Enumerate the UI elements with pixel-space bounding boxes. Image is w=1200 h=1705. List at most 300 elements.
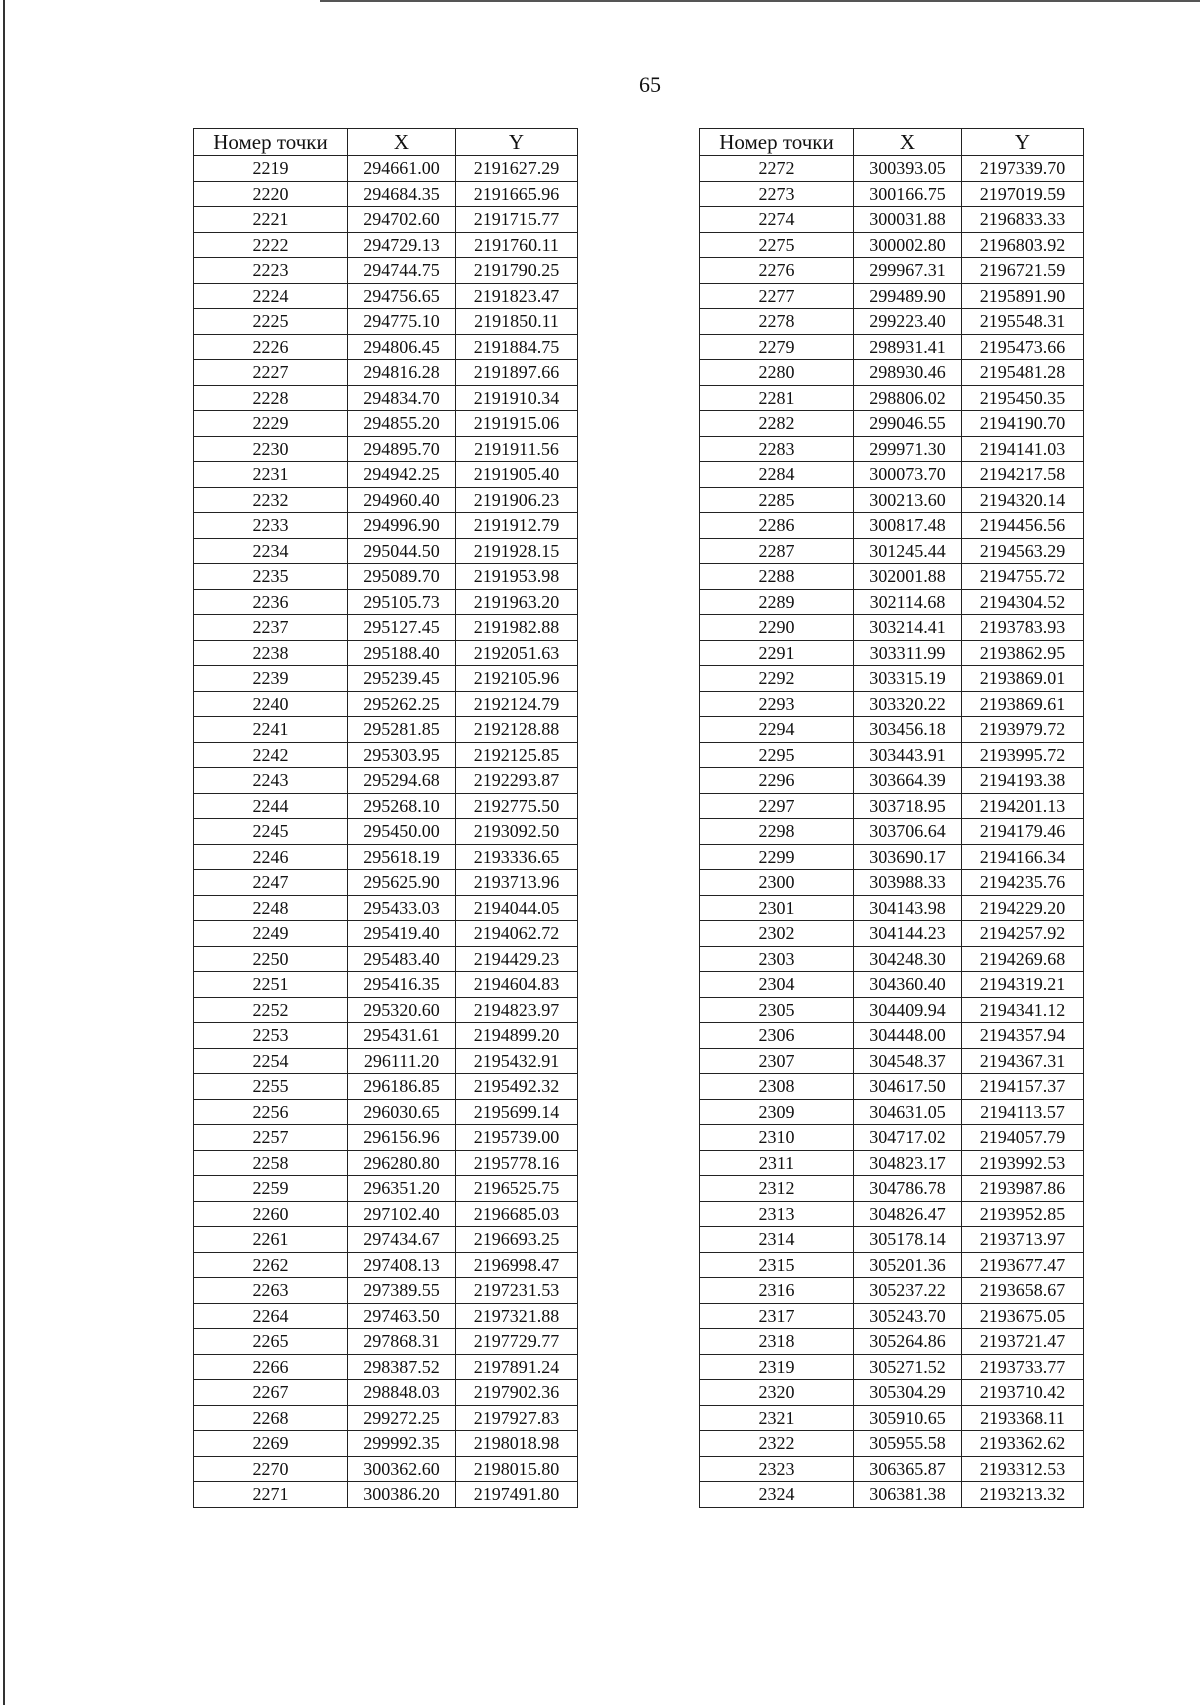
y-coordinate-cell: 2197321.88 — [456, 1303, 578, 1329]
y-coordinate-cell: 2196693.25 — [456, 1227, 578, 1253]
point-number-cell: 2324 — [700, 1482, 854, 1508]
point-number-cell: 2226 — [194, 334, 348, 360]
x-coordinate-cell: 300213.60 — [854, 487, 962, 513]
y-coordinate-cell: 2196721.59 — [962, 258, 1084, 284]
table-row — [700, 360, 1084, 386]
point-number-cell: 2303 — [700, 946, 854, 972]
y-coordinate-cell: 2192125.85 — [456, 742, 578, 768]
point-number-cell: 2233 — [194, 513, 348, 539]
y-coordinate-cell: 2194113.57 — [962, 1099, 1084, 1125]
point-number-cell: 2266 — [194, 1354, 348, 1380]
y-coordinate-cell: 2193713.96 — [456, 870, 578, 896]
point-number-cell: 2248 — [194, 895, 348, 921]
column-header-x: X — [348, 129, 456, 156]
point-number-cell: 2286 — [700, 513, 854, 539]
y-coordinate-cell: 2194755.72 — [962, 564, 1084, 590]
table-row — [700, 1303, 1084, 1329]
point-number-cell: 2300 — [700, 870, 854, 896]
x-coordinate-cell: 297463.50 — [348, 1303, 456, 1329]
x-coordinate-cell: 303690.17 — [854, 844, 962, 870]
point-number-cell: 2240 — [194, 691, 348, 717]
table-row — [194, 564, 578, 590]
y-coordinate-cell: 2194357.94 — [962, 1023, 1084, 1049]
y-coordinate-cell: 2194563.29 — [962, 538, 1084, 564]
x-coordinate-cell: 304548.37 — [854, 1048, 962, 1074]
coordinates-table-right — [699, 128, 1084, 1508]
x-coordinate-cell: 299272.25 — [348, 1405, 456, 1431]
y-coordinate-cell: 2194257.92 — [962, 921, 1084, 947]
point-number-cell: 2310 — [700, 1125, 854, 1151]
x-coordinate-cell: 299489.90 — [854, 283, 962, 309]
table-header-row — [700, 129, 1084, 156]
y-coordinate-cell: 2191715.77 — [456, 207, 578, 233]
table-row — [700, 691, 1084, 717]
x-coordinate-cell: 298848.03 — [348, 1380, 456, 1406]
table-row — [194, 1099, 578, 1125]
table-row — [700, 564, 1084, 590]
table-row — [194, 156, 578, 182]
x-coordinate-cell: 294744.75 — [348, 258, 456, 284]
y-coordinate-cell: 2191627.29 — [456, 156, 578, 182]
point-number-cell: 2249 — [194, 921, 348, 947]
x-coordinate-cell: 295483.40 — [348, 946, 456, 972]
x-coordinate-cell: 294942.25 — [348, 462, 456, 488]
table-row — [194, 1150, 578, 1176]
table-row — [194, 513, 578, 539]
y-coordinate-cell: 2194319.21 — [962, 972, 1084, 998]
x-coordinate-cell: 294996.90 — [348, 513, 456, 539]
column-header-x: X — [854, 129, 962, 156]
table-row — [700, 283, 1084, 309]
table-row — [700, 1354, 1084, 1380]
point-number-cell: 2282 — [700, 411, 854, 437]
table-row — [700, 232, 1084, 258]
table-row — [194, 972, 578, 998]
point-number-cell: 2307 — [700, 1048, 854, 1074]
x-coordinate-cell: 304717.02 — [854, 1125, 962, 1151]
x-coordinate-cell: 304786.78 — [854, 1176, 962, 1202]
point-number-cell: 2299 — [700, 844, 854, 870]
table-row — [700, 895, 1084, 921]
point-number-cell: 2291 — [700, 640, 854, 666]
y-coordinate-cell: 2193092.50 — [456, 819, 578, 845]
x-coordinate-cell: 295262.25 — [348, 691, 456, 717]
x-coordinate-cell: 303664.39 — [854, 768, 962, 794]
y-coordinate-cell: 2191912.79 — [456, 513, 578, 539]
x-coordinate-cell: 295239.45 — [348, 666, 456, 692]
y-coordinate-cell: 2195432.91 — [456, 1048, 578, 1074]
x-coordinate-cell: 304144.23 — [854, 921, 962, 947]
table-row — [700, 1074, 1084, 1100]
table-row — [194, 1252, 578, 1278]
point-number-cell: 2289 — [700, 589, 854, 615]
x-coordinate-cell: 295127.45 — [348, 615, 456, 641]
point-number-cell: 2251 — [194, 972, 348, 998]
table-row — [700, 1150, 1084, 1176]
x-coordinate-cell: 305304.29 — [854, 1380, 962, 1406]
point-number-cell: 2238 — [194, 640, 348, 666]
x-coordinate-cell: 295105.73 — [348, 589, 456, 615]
point-number-cell: 2235 — [194, 564, 348, 590]
point-number-cell: 2239 — [194, 666, 348, 692]
x-coordinate-cell: 295294.68 — [348, 768, 456, 794]
x-coordinate-cell: 300073.70 — [854, 462, 962, 488]
y-coordinate-cell: 2194341.12 — [962, 997, 1084, 1023]
point-number-cell: 2220 — [194, 181, 348, 207]
y-coordinate-cell: 2194604.83 — [456, 972, 578, 998]
x-coordinate-cell: 295089.70 — [348, 564, 456, 590]
table-row — [194, 768, 578, 794]
table-row — [194, 844, 578, 870]
column-header-y: Y — [456, 129, 578, 156]
y-coordinate-cell: 2193987.86 — [962, 1176, 1084, 1202]
x-coordinate-cell: 296280.80 — [348, 1150, 456, 1176]
y-coordinate-cell: 2196833.33 — [962, 207, 1084, 233]
point-number-cell: 2224 — [194, 283, 348, 309]
point-number-cell: 2237 — [194, 615, 348, 641]
point-number-cell: 2221 — [194, 207, 348, 233]
y-coordinate-cell: 2191905.40 — [456, 462, 578, 488]
point-number-cell: 2243 — [194, 768, 348, 794]
point-number-cell: 2304 — [700, 972, 854, 998]
y-coordinate-cell: 2191665.96 — [456, 181, 578, 207]
point-number-cell: 2241 — [194, 717, 348, 743]
x-coordinate-cell: 295268.10 — [348, 793, 456, 819]
x-coordinate-cell: 295625.90 — [348, 870, 456, 896]
point-number-cell: 2271 — [194, 1482, 348, 1508]
x-coordinate-cell: 304617.50 — [854, 1074, 962, 1100]
coordinates-table-left — [193, 128, 578, 1508]
point-number-cell: 2223 — [194, 258, 348, 284]
table-row — [700, 1252, 1084, 1278]
point-number-cell: 2232 — [194, 487, 348, 513]
point-number-cell: 2225 — [194, 309, 348, 335]
x-coordinate-cell: 296156.96 — [348, 1125, 456, 1151]
x-coordinate-cell: 303456.18 — [854, 717, 962, 743]
table-row — [194, 1048, 578, 1074]
point-number-cell: 2262 — [194, 1252, 348, 1278]
y-coordinate-cell: 2191906.23 — [456, 487, 578, 513]
point-number-cell: 2268 — [194, 1405, 348, 1431]
point-number-cell: 2276 — [700, 258, 854, 284]
x-coordinate-cell: 305264.86 — [854, 1329, 962, 1355]
point-number-cell: 2311 — [700, 1150, 854, 1176]
x-coordinate-cell: 300166.75 — [854, 181, 962, 207]
y-coordinate-cell: 2196803.92 — [962, 232, 1084, 258]
x-coordinate-cell: 306381.38 — [854, 1482, 962, 1508]
point-number-cell: 2227 — [194, 360, 348, 386]
table-row — [700, 1201, 1084, 1227]
y-coordinate-cell: 2194304.52 — [962, 589, 1084, 615]
y-coordinate-cell: 2196525.75 — [456, 1176, 578, 1202]
x-coordinate-cell: 305237.22 — [854, 1278, 962, 1304]
point-number-cell: 2267 — [194, 1380, 348, 1406]
point-number-cell: 2259 — [194, 1176, 348, 1202]
x-coordinate-cell: 305201.36 — [854, 1252, 962, 1278]
x-coordinate-cell: 295188.40 — [348, 640, 456, 666]
x-coordinate-cell: 298931.41 — [854, 334, 962, 360]
point-number-cell: 2312 — [700, 1176, 854, 1202]
table-row — [194, 691, 578, 717]
table-row — [194, 819, 578, 845]
table-row — [194, 1201, 578, 1227]
x-coordinate-cell: 304409.94 — [854, 997, 962, 1023]
y-coordinate-cell: 2194193.38 — [962, 768, 1084, 794]
table-row — [194, 1023, 578, 1049]
point-number-cell: 2321 — [700, 1405, 854, 1431]
x-coordinate-cell: 300002.80 — [854, 232, 962, 258]
point-number-cell: 2231 — [194, 462, 348, 488]
point-number-cell: 2284 — [700, 462, 854, 488]
y-coordinate-cell: 2193869.01 — [962, 666, 1084, 692]
table-row — [194, 589, 578, 615]
point-number-cell: 2316 — [700, 1278, 854, 1304]
x-coordinate-cell: 302001.88 — [854, 564, 962, 590]
point-number-cell: 2296 — [700, 768, 854, 794]
y-coordinate-cell: 2194057.79 — [962, 1125, 1084, 1151]
y-coordinate-cell: 2193992.53 — [962, 1150, 1084, 1176]
x-coordinate-cell: 300386.20 — [348, 1482, 456, 1508]
point-number-cell: 2253 — [194, 1023, 348, 1049]
y-coordinate-cell: 2194179.46 — [962, 819, 1084, 845]
point-number-cell: 2301 — [700, 895, 854, 921]
table-row — [700, 487, 1084, 513]
x-coordinate-cell: 304360.40 — [854, 972, 962, 998]
table-row — [194, 1329, 578, 1355]
x-coordinate-cell: 296111.20 — [348, 1048, 456, 1074]
y-coordinate-cell: 2195739.00 — [456, 1125, 578, 1151]
y-coordinate-cell: 2194044.05 — [456, 895, 578, 921]
y-coordinate-cell: 2195450.35 — [962, 385, 1084, 411]
table-row — [700, 513, 1084, 539]
point-number-cell: 2317 — [700, 1303, 854, 1329]
table-row — [700, 1329, 1084, 1355]
y-coordinate-cell: 2195891.90 — [962, 283, 1084, 309]
y-coordinate-cell: 2193336.65 — [456, 844, 578, 870]
point-number-cell: 2263 — [194, 1278, 348, 1304]
point-number-cell: 2274 — [700, 207, 854, 233]
table-row — [194, 895, 578, 921]
table-row — [700, 972, 1084, 998]
table-row — [700, 411, 1084, 437]
table-row — [700, 309, 1084, 335]
point-number-cell: 2265 — [194, 1329, 348, 1355]
table-row — [194, 360, 578, 386]
table-row — [194, 1125, 578, 1151]
table-row — [194, 997, 578, 1023]
y-coordinate-cell: 2194141.03 — [962, 436, 1084, 462]
x-coordinate-cell: 305955.58 — [854, 1431, 962, 1457]
y-coordinate-cell: 2193995.72 — [962, 742, 1084, 768]
table-row — [700, 1380, 1084, 1406]
table-row — [700, 742, 1084, 768]
table-row — [194, 538, 578, 564]
table-row — [700, 844, 1084, 870]
y-coordinate-cell: 2191915.06 — [456, 411, 578, 437]
x-coordinate-cell: 296351.20 — [348, 1176, 456, 1202]
point-number-cell: 2257 — [194, 1125, 348, 1151]
y-coordinate-cell: 2194190.70 — [962, 411, 1084, 437]
x-coordinate-cell: 294960.40 — [348, 487, 456, 513]
point-number-cell: 2319 — [700, 1354, 854, 1380]
table-row — [700, 334, 1084, 360]
x-coordinate-cell: 294895.70 — [348, 436, 456, 462]
point-number-cell: 2219 — [194, 156, 348, 182]
table-row — [700, 1278, 1084, 1304]
y-coordinate-cell: 2195548.31 — [962, 309, 1084, 335]
x-coordinate-cell: 299223.40 — [854, 309, 962, 335]
point-number-cell: 2280 — [700, 360, 854, 386]
x-coordinate-cell: 305178.14 — [854, 1227, 962, 1253]
point-number-cell: 2258 — [194, 1150, 348, 1176]
y-coordinate-cell: 2191982.88 — [456, 615, 578, 641]
y-coordinate-cell: 2193368.11 — [962, 1405, 1084, 1431]
point-number-cell: 2309 — [700, 1099, 854, 1125]
x-coordinate-cell: 302114.68 — [854, 589, 962, 615]
x-coordinate-cell: 299971.30 — [854, 436, 962, 462]
x-coordinate-cell: 300362.60 — [348, 1456, 456, 1482]
x-coordinate-cell: 294855.20 — [348, 411, 456, 437]
x-coordinate-cell: 300393.05 — [854, 156, 962, 182]
y-coordinate-cell: 2197729.77 — [456, 1329, 578, 1355]
table-row — [194, 793, 578, 819]
point-number-cell: 2236 — [194, 589, 348, 615]
y-coordinate-cell: 2191790.25 — [456, 258, 578, 284]
point-number-cell: 2255 — [194, 1074, 348, 1100]
point-number-cell: 2298 — [700, 819, 854, 845]
y-coordinate-cell: 2193869.61 — [962, 691, 1084, 717]
column-header-point-number: Номер точки — [700, 129, 854, 156]
x-coordinate-cell: 304823.17 — [854, 1150, 962, 1176]
point-number-cell: 2278 — [700, 309, 854, 335]
table-row — [700, 207, 1084, 233]
x-coordinate-cell: 294684.35 — [348, 181, 456, 207]
table-row — [700, 666, 1084, 692]
x-coordinate-cell: 303214.41 — [854, 615, 962, 641]
x-coordinate-cell: 294816.28 — [348, 360, 456, 386]
table-row — [194, 742, 578, 768]
x-coordinate-cell: 300031.88 — [854, 207, 962, 233]
point-number-cell: 2256 — [194, 1099, 348, 1125]
point-number-cell: 2314 — [700, 1227, 854, 1253]
table-row — [700, 156, 1084, 182]
point-number-cell: 2252 — [194, 997, 348, 1023]
page-edge-left — [3, 0, 5, 1705]
table-row — [194, 385, 578, 411]
table-row — [700, 1176, 1084, 1202]
x-coordinate-cell: 303315.19 — [854, 666, 962, 692]
table-row — [700, 589, 1084, 615]
y-coordinate-cell: 2192124.79 — [456, 691, 578, 717]
table-row — [194, 615, 578, 641]
x-coordinate-cell: 296030.65 — [348, 1099, 456, 1125]
y-coordinate-cell: 2194235.76 — [962, 870, 1084, 896]
x-coordinate-cell: 303311.99 — [854, 640, 962, 666]
y-coordinate-cell: 2194217.58 — [962, 462, 1084, 488]
y-coordinate-cell: 2194320.14 — [962, 487, 1084, 513]
y-coordinate-cell: 2191963.20 — [456, 589, 578, 615]
x-coordinate-cell: 294729.13 — [348, 232, 456, 258]
y-coordinate-cell: 2193713.97 — [962, 1227, 1084, 1253]
table-row — [194, 1303, 578, 1329]
x-coordinate-cell: 303320.22 — [854, 691, 962, 717]
table-row — [700, 819, 1084, 845]
point-number-cell: 2294 — [700, 717, 854, 743]
x-coordinate-cell: 294806.45 — [348, 334, 456, 360]
x-coordinate-cell: 305910.65 — [854, 1405, 962, 1431]
x-coordinate-cell: 295416.35 — [348, 972, 456, 998]
x-coordinate-cell: 298930.46 — [854, 360, 962, 386]
x-coordinate-cell: 295618.19 — [348, 844, 456, 870]
point-number-cell: 2318 — [700, 1329, 854, 1355]
y-coordinate-cell: 2193952.85 — [962, 1201, 1084, 1227]
point-number-cell: 2277 — [700, 283, 854, 309]
y-coordinate-cell: 2197019.59 — [962, 181, 1084, 207]
table-row — [194, 1405, 578, 1431]
point-number-cell: 2323 — [700, 1456, 854, 1482]
point-number-cell: 2295 — [700, 742, 854, 768]
x-coordinate-cell: 300817.48 — [854, 513, 962, 539]
x-coordinate-cell: 295303.95 — [348, 742, 456, 768]
point-number-cell: 2279 — [700, 334, 854, 360]
x-coordinate-cell: 299046.55 — [854, 411, 962, 437]
point-number-cell: 2245 — [194, 819, 348, 845]
y-coordinate-cell: 2194157.37 — [962, 1074, 1084, 1100]
x-coordinate-cell: 295450.00 — [348, 819, 456, 845]
y-coordinate-cell: 2194166.34 — [962, 844, 1084, 870]
x-coordinate-cell: 305271.52 — [854, 1354, 962, 1380]
table-row — [194, 640, 578, 666]
y-coordinate-cell: 2195492.32 — [456, 1074, 578, 1100]
point-number-cell: 2272 — [700, 156, 854, 182]
table-row — [194, 921, 578, 947]
table-row — [194, 462, 578, 488]
x-coordinate-cell: 294775.10 — [348, 309, 456, 335]
y-coordinate-cell: 2192775.50 — [456, 793, 578, 819]
y-coordinate-cell: 2195473.66 — [962, 334, 1084, 360]
table-row — [700, 1482, 1084, 1508]
table-row — [194, 1482, 578, 1508]
y-coordinate-cell: 2193677.47 — [962, 1252, 1084, 1278]
table-row — [700, 1405, 1084, 1431]
x-coordinate-cell: 303706.64 — [854, 819, 962, 845]
point-number-cell: 2281 — [700, 385, 854, 411]
table-row — [700, 640, 1084, 666]
x-coordinate-cell: 297868.31 — [348, 1329, 456, 1355]
x-coordinate-cell: 304631.05 — [854, 1099, 962, 1125]
table-row — [700, 717, 1084, 743]
y-coordinate-cell: 2197491.80 — [456, 1482, 578, 1508]
x-coordinate-cell: 306365.87 — [854, 1456, 962, 1482]
y-coordinate-cell: 2192051.63 — [456, 640, 578, 666]
table-row — [194, 1380, 578, 1406]
table-row — [194, 181, 578, 207]
point-number-cell: 2244 — [194, 793, 348, 819]
table-row — [700, 181, 1084, 207]
table-row — [700, 870, 1084, 896]
y-coordinate-cell: 2197902.36 — [456, 1380, 578, 1406]
x-coordinate-cell: 295431.61 — [348, 1023, 456, 1049]
y-coordinate-cell: 2194823.97 — [456, 997, 578, 1023]
table-row — [700, 997, 1084, 1023]
y-coordinate-cell: 2191953.98 — [456, 564, 578, 590]
y-coordinate-cell: 2191911.56 — [456, 436, 578, 462]
y-coordinate-cell: 2194429.23 — [456, 946, 578, 972]
table-row — [194, 1354, 578, 1380]
page-edge-top — [320, 0, 1200, 2]
column-header-point-number: Номер точки — [194, 129, 348, 156]
table-row — [700, 385, 1084, 411]
